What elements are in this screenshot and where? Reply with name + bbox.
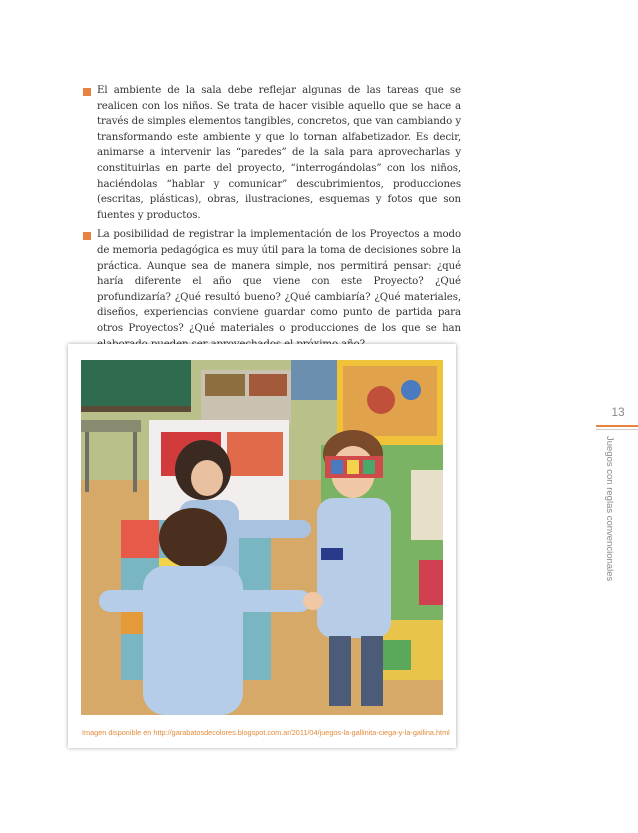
classroom-photo (81, 360, 443, 715)
bullet-paragraph: La posibilidad de registrar la implementación de los Proyectos a modo de memoria pedagógica es muy útil para la toma de decisiones sobre la práctica. Aunque sea de manera simple, nos permitirá pensar: ¿qué haría diferente el año que viene con este Proyecto? ¿Qué profundizaría? ¿Qué resultó bueno? ¿Qué cambiaría? ¿Qué materiales, diseños, experiencias conviene guardar como punto de partida para otros Proyectos? ¿Qué materiales o producciones de los que se han (97, 229, 461, 334)
page-number: 13 (611, 405, 625, 419)
page-number-rule-secondary (596, 429, 638, 430)
bullet-item (83, 83, 461, 223)
page-number-rule (596, 425, 638, 427)
figure-caption: Imagen disponible en http://garabatosdecolores.blogspot.com.ar/2011/04/juegos-la-gallinita-ciega-y-la-gallina.html (82, 728, 450, 737)
body-text (83, 83, 461, 356)
bullet-item (83, 227, 461, 352)
figure-frame (68, 344, 456, 748)
section-title: Juegos con reglas convencionales (604, 436, 615, 582)
bullet-square-icon (83, 88, 91, 96)
bullet-paragraph: El ambiente de la sala debe reflejar algunas de las tareas que se realicen con los niños. Se trata de hacer visible aquello que se hace a través de simples elementos tangibles, concretos, que van cambiando y transformando este ambiente y que lo tornan alfabetizador. Es decir, animarse a intervenir las “paredes” de la sala para aprovecharlas y constituirlas en parte del proyecto, “interrogándolas” con los niños, haciéndolas “hablar y comunicar” descubrimientos, producciones (escritas, plásticas), obras, ilustraciones, esquemas y fotos que son fuentes y productos. (97, 85, 461, 221)
bullet-square-icon (83, 232, 91, 240)
